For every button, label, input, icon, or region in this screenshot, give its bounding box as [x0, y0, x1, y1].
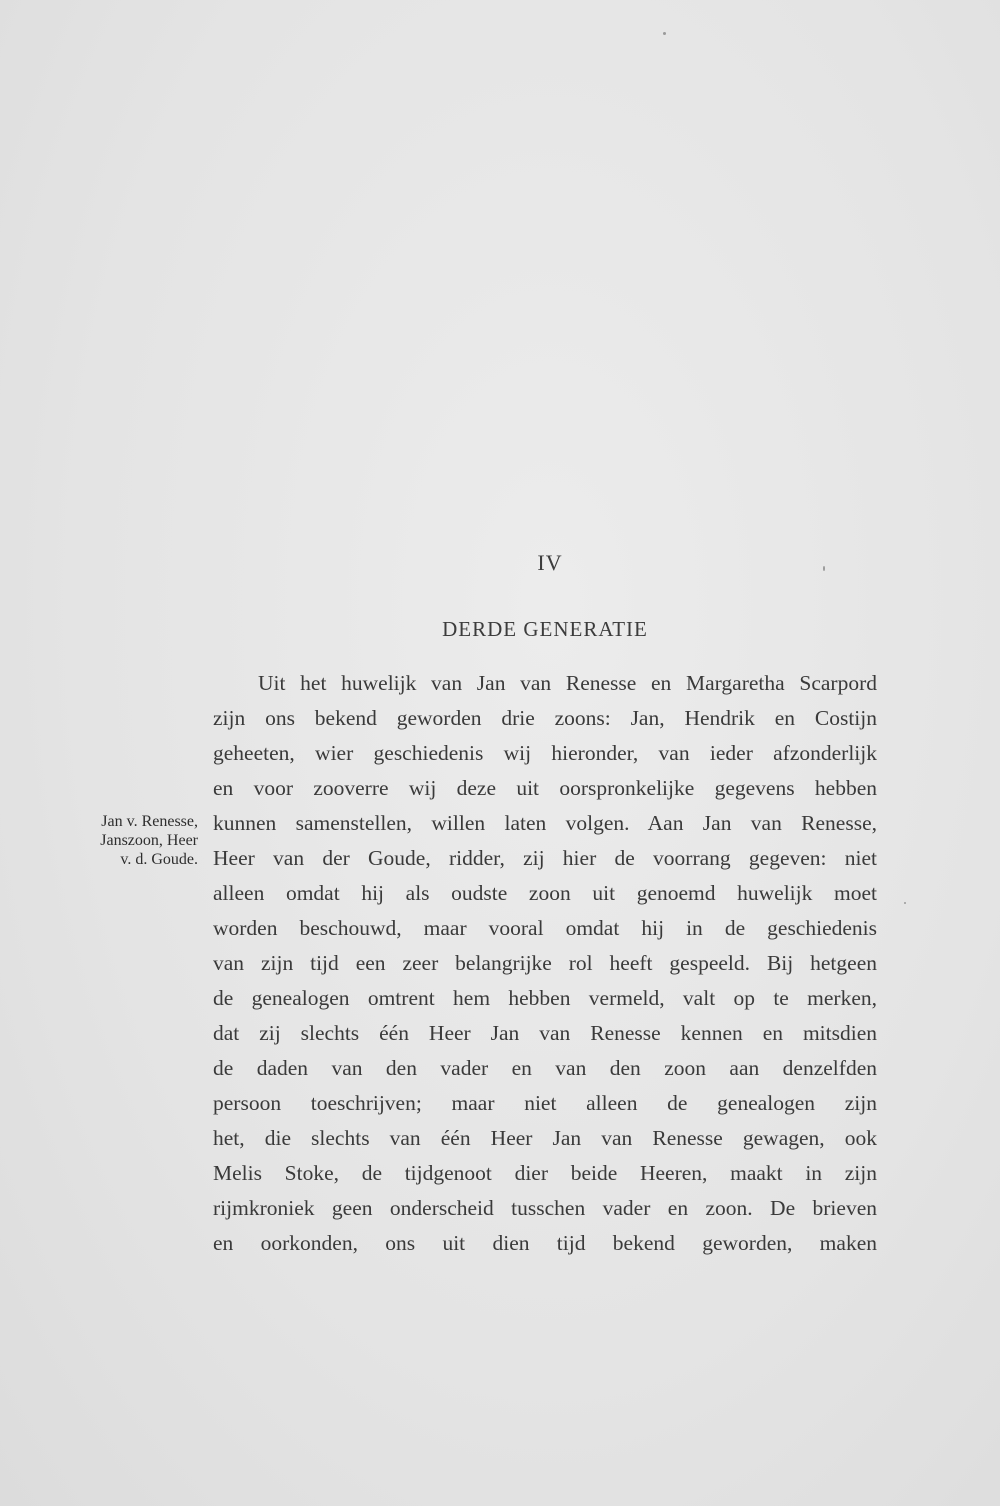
body-paragraph — [213, 666, 877, 1261]
text-line: de daden van den vader en van den zoon aan denzelfden — [213, 1056, 877, 1080]
margin-note-line: v. d. Goude. — [120, 851, 198, 868]
margin-note — [40, 812, 198, 869]
text-line: persoon toeschrijven; maar niet alleen de genealogen zijn — [213, 1091, 877, 1115]
margin-note-line: Jan v. Renesse, — [101, 813, 198, 830]
page-speck — [663, 32, 666, 35]
page-speck — [904, 902, 906, 904]
text-line: kunnen samenstellen, willen laten volgen. Aan Jan van Renesse, — [213, 811, 877, 835]
text-line: het, die slechts van één Heer Jan van Renesse gewagen, ook — [213, 1126, 877, 1150]
text-line: geheeten, wier geschiedenis wij hieronder, van ieder afzonderlijk — [213, 741, 877, 765]
text-line: de genealogen omtrent hem hebben vermeld, valt op te merken, — [213, 986, 877, 1010]
text-line: rijmkroniek geen onderscheid tusschen vader en zoon. De brieven — [213, 1196, 877, 1220]
text-line: zijn ons bekend geworden drie zoons: Jan, Hendrik en Costijn — [213, 706, 877, 730]
margin-note-line: Janszoon, Heer — [100, 832, 198, 849]
text-line: en oorkonden, ons uit dien tijd bekend geworden, maken — [213, 1231, 877, 1255]
text-line: worden beschouwd, maar vooral omdat hij in de geschiedenis — [213, 916, 877, 940]
text-line: dat zij slechts één Heer Jan van Renesse kennen en mitsdien — [213, 1021, 877, 1045]
text-line: Heer van der Goude, ridder, zij hier de voorrang gegeven: niet — [213, 846, 877, 870]
text-line: alleen omdat hij als oudste zoon uit genoemd huwelijk moet — [213, 881, 877, 905]
chapter-number: IV — [537, 550, 563, 575]
text-line: Melis Stoke, de tijdgenoot dier beide Heeren, maakt in zijn — [213, 1161, 877, 1185]
text-line: Uit het huwelijk van Jan van Renesse en Margaretha Scarpord — [258, 671, 877, 695]
chapter-title: DERDE GENERATIE — [442, 617, 648, 641]
text-line: en voor zooverre wij deze uit oorspronkelijke gegevens hebben — [213, 776, 877, 800]
text-line: van zijn tijd een zeer belangrijke rol heeft gespeeld. Bij hetgeen — [213, 951, 877, 975]
